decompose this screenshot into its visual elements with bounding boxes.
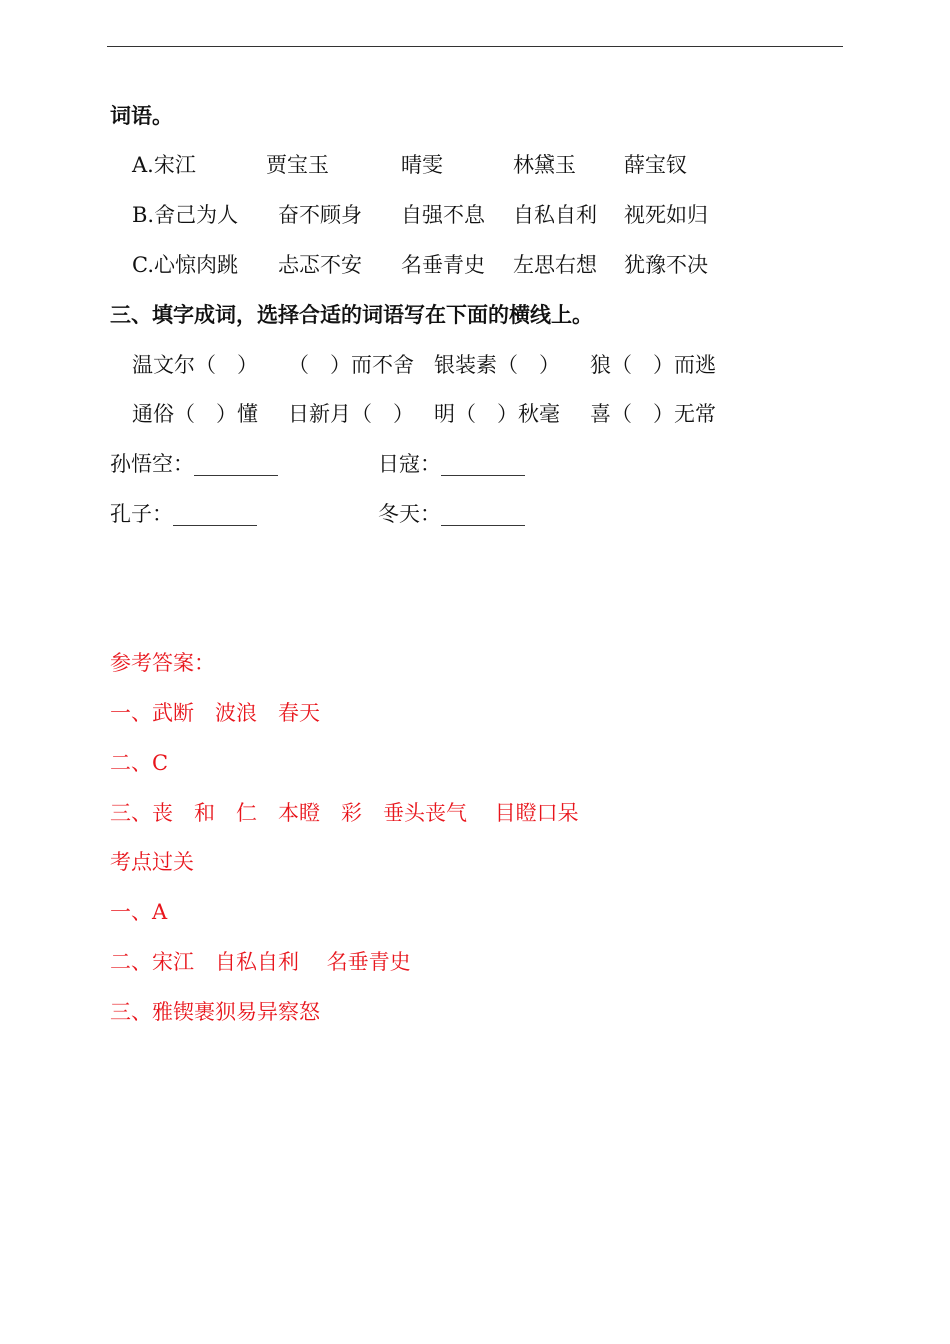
answer-2: 二、C [110, 751, 169, 775]
fill-item: 日新月（ ） [288, 402, 414, 426]
option-b-1: B.舍己为人 [132, 203, 239, 227]
blank-label: 冬天： [378, 502, 441, 526]
header-rule [107, 46, 843, 47]
option-c-1: C.心惊肉跳 [132, 253, 238, 277]
answer-3: 三、丧 和 仁 本瞪 彩 垂头丧气 目瞪口呆 [110, 801, 579, 825]
blank-line[interactable]: ________ [173, 502, 257, 526]
blank-dongtian [378, 499, 525, 529]
fill-item: 通俗（ ）懂 [132, 402, 258, 426]
answer-1: 一、武断 波浪 春天 [110, 701, 320, 725]
fill-item: 明（ ）秋毫 [434, 402, 560, 426]
blank-label: 孔子： [110, 502, 173, 526]
answers-heading: 参考答案： [110, 651, 215, 675]
option-b-3: 自强不息 [401, 203, 485, 227]
section3-title: 三、填字成词，选择合适的词语写在下面的横线上。 [110, 302, 593, 327]
answers-sub-heading: 考点过关 [110, 850, 194, 874]
option-c-4: 左思右想 [513, 253, 597, 277]
option-b-4: 自私自利 [513, 203, 597, 227]
blank-rikou [378, 449, 525, 479]
blank-sunwukong [110, 449, 278, 479]
blank-kongzi [110, 499, 257, 529]
blank-label: 孙悟空： [110, 452, 194, 476]
fill-item: （ ）而不舍 [288, 353, 414, 377]
answer-b1: 一、A [110, 900, 168, 924]
fill-item: 喜（ ）无常 [590, 402, 716, 426]
fill-item: 银装素（ ） [434, 353, 560, 377]
option-c-3: 名垂青史 [401, 253, 485, 277]
option-b-5: 视死如归 [624, 203, 708, 227]
blank-line[interactable]: ________ [441, 452, 525, 476]
blank-label: 日寇： [378, 452, 441, 476]
option-a-1: A.宋江 [132, 153, 196, 177]
option-c-5: 犹豫不决 [624, 253, 708, 277]
section2-tail: 词语。 [110, 103, 173, 128]
blank-line[interactable]: ________ [194, 452, 278, 476]
option-a-5: 薛宝钗 [624, 153, 687, 177]
option-b-2: 奋不顾身 [278, 203, 362, 227]
option-a-4: 林黛玉 [513, 153, 576, 177]
answer-b2: 二、宋江 自私自利 名垂青史 [110, 950, 411, 974]
option-a-2: 贾宝玉 [266, 153, 329, 177]
fill-item: 狼（ ）而逃 [590, 353, 716, 377]
answer-b3: 三、雅锲裹狈易异察怒 [110, 1000, 320, 1024]
blank-line[interactable]: ________ [441, 502, 525, 526]
option-c-2: 忐忑不安 [278, 253, 362, 277]
fill-item: 温文尔（ ） [132, 353, 258, 377]
option-a-3: 晴雯 [401, 153, 443, 177]
